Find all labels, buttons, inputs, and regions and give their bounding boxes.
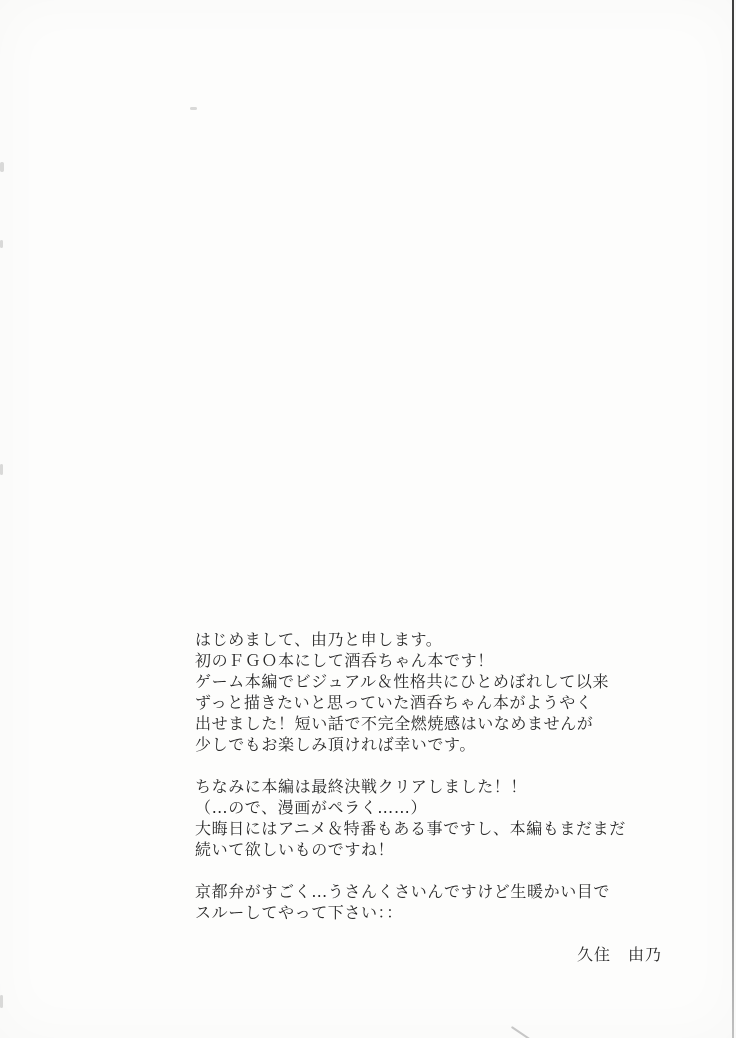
afterword-line: 続いて欲しいものですね！ <box>195 840 395 859</box>
afterword-line: 出せました！短い話で不完全燃焼感はいなめませんが <box>195 714 594 733</box>
afterword-line: 少しでもお楽しみ頂ければ幸いです。 <box>195 735 476 754</box>
afterword-paragraph-1 <box>195 629 662 755</box>
afterword-line: ゲーム本編でビジュアル＆性格共にひとめぼれして以来 <box>195 672 610 691</box>
scan-crease-mark <box>511 1026 530 1038</box>
afterword-line: はじめまして、由乃と申します。 <box>195 630 443 649</box>
afterword-line: 京都弁がすごく…うさんくさいんですけど生暖かい目で <box>195 882 611 901</box>
afterword-line: 大晦日にはアニメ＆特番もある事ですし、本編もまだまだ <box>195 819 626 838</box>
afterword-paragraph-3 <box>195 881 662 923</box>
afterword-line: スルーしてやって下さい：： <box>195 903 403 922</box>
afterword-line: ちなみに本編は最終決戦クリアしました！！ <box>195 777 528 796</box>
afterword-paragraph-2 <box>195 776 662 860</box>
scan-speck <box>0 240 3 248</box>
scan-speck <box>0 162 4 172</box>
afterword-text-block <box>195 629 662 965</box>
scan-speck <box>0 464 3 475</box>
scan-speck <box>0 995 3 1008</box>
afterword-line: 初のＦＧＯ本にして酒呑ちゃん本です！ <box>195 651 494 670</box>
author-signature: 久住 由乃 <box>577 945 663 964</box>
afterword-line: ずっと描きたいと思っていた酒呑ちゃん本がようやく <box>195 693 593 712</box>
afterword-line: （…ので、漫画がペラく……） <box>195 798 428 817</box>
scan-edge-line <box>732 0 734 1038</box>
scan-speck <box>190 107 197 110</box>
